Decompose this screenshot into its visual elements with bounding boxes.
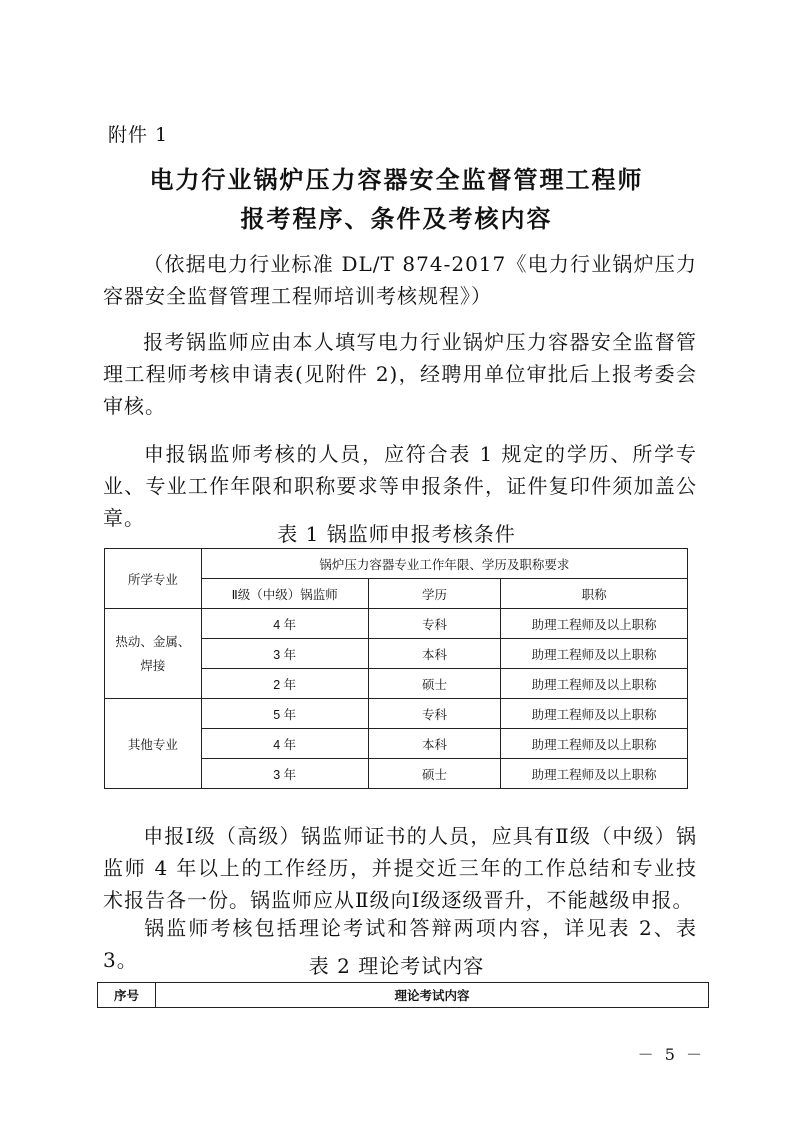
years-cell: 5 年 [201, 699, 368, 729]
basis-text: （依据电力行业标准 DL/T 874-2017《电力行业锅炉压力容器安全监督管理工程师培训考核规程》） [103, 252, 697, 308]
table-header-row [105, 549, 688, 579]
major-cell: 其他专业 [105, 699, 202, 789]
level1-text: 申报Ⅰ级（高级）锅监师证书的人员，应具有Ⅱ级（中级）锅监师 4 年以上的工作经历，并提交近三年的工作总结和专业技术报告各一份。锅监师应从Ⅱ级向Ⅰ级逐级晋升，不能越级申报。 [103, 824, 697, 912]
level1-paragraph [103, 820, 697, 916]
degree-cell: 硕士 [368, 669, 501, 699]
major-cell: 热动、金属、焊接 [105, 609, 202, 699]
requirements-text: 申报锅监师考核的人员，应符合表 1 规定的学历、所学专业、专业工作年限和职称要求等申报条件，证件复印件须加盖公章。 [103, 442, 697, 530]
degree-cell: 专科 [368, 699, 501, 729]
table-row [105, 699, 688, 729]
degree-cell: 本科 [368, 729, 501, 759]
basis-paragraph [103, 248, 697, 312]
years-cell: 2 年 [201, 669, 368, 699]
degree-cell: 本科 [368, 639, 501, 669]
years-cell: 3 年 [201, 639, 368, 669]
header-years: Ⅱ级（中级）锅监师 [201, 579, 368, 609]
table-header-row [98, 983, 709, 1008]
exam-content-table [97, 982, 709, 1008]
table1-caption: 表 1 锅监师申报考核条件 [277, 522, 516, 546]
requirements-table [104, 548, 688, 789]
header-content: 理论考试内容 [155, 983, 708, 1008]
attachment-label: 附件 1 [108, 124, 169, 146]
document-title-line2: 报考程序、条件及考核内容 [240, 205, 553, 233]
title-cell: 助理工程师及以上职称 [501, 669, 688, 699]
table-row [105, 609, 688, 639]
header-degree: 学历 [368, 579, 501, 609]
header-major: 所学专业 [105, 549, 202, 609]
application-text: 报考锅监师应由本人填写电力行业锅炉压力容器安全监督管理工程师考核申请表(见附件 2)，经聘用单位审批后上报考委会审核。 [103, 330, 697, 418]
page-number: － 5 － [637, 1045, 705, 1064]
header-no: 序号 [98, 983, 156, 1008]
header-group: 锅炉压力容器专业工作年限、学历及职称要求 [201, 549, 687, 579]
application-paragraph [103, 326, 697, 422]
title-cell: 助理工程师及以上职称 [501, 699, 688, 729]
degree-cell: 专科 [368, 609, 501, 639]
title-cell: 助理工程师及以上职称 [501, 729, 688, 759]
title-cell: 助理工程师及以上职称 [501, 609, 688, 639]
content-text: 锅监师考核包括理论考试和答辩两项内容，详见表 2、表 3。 [103, 916, 697, 972]
years-cell: 4 年 [201, 609, 368, 639]
document-title-line1: 电力行业锅炉压力容器安全监督管理工程师 [149, 166, 644, 194]
years-cell: 3 年 [201, 759, 368, 789]
title-cell: 助理工程师及以上职称 [501, 639, 688, 669]
years-cell: 4 年 [201, 729, 368, 759]
degree-cell: 硕士 [368, 759, 501, 789]
table2-caption: 表 2 理论考试内容 [308, 954, 485, 978]
title-cell: 助理工程师及以上职称 [501, 759, 688, 789]
header-title: 职称 [501, 579, 688, 609]
